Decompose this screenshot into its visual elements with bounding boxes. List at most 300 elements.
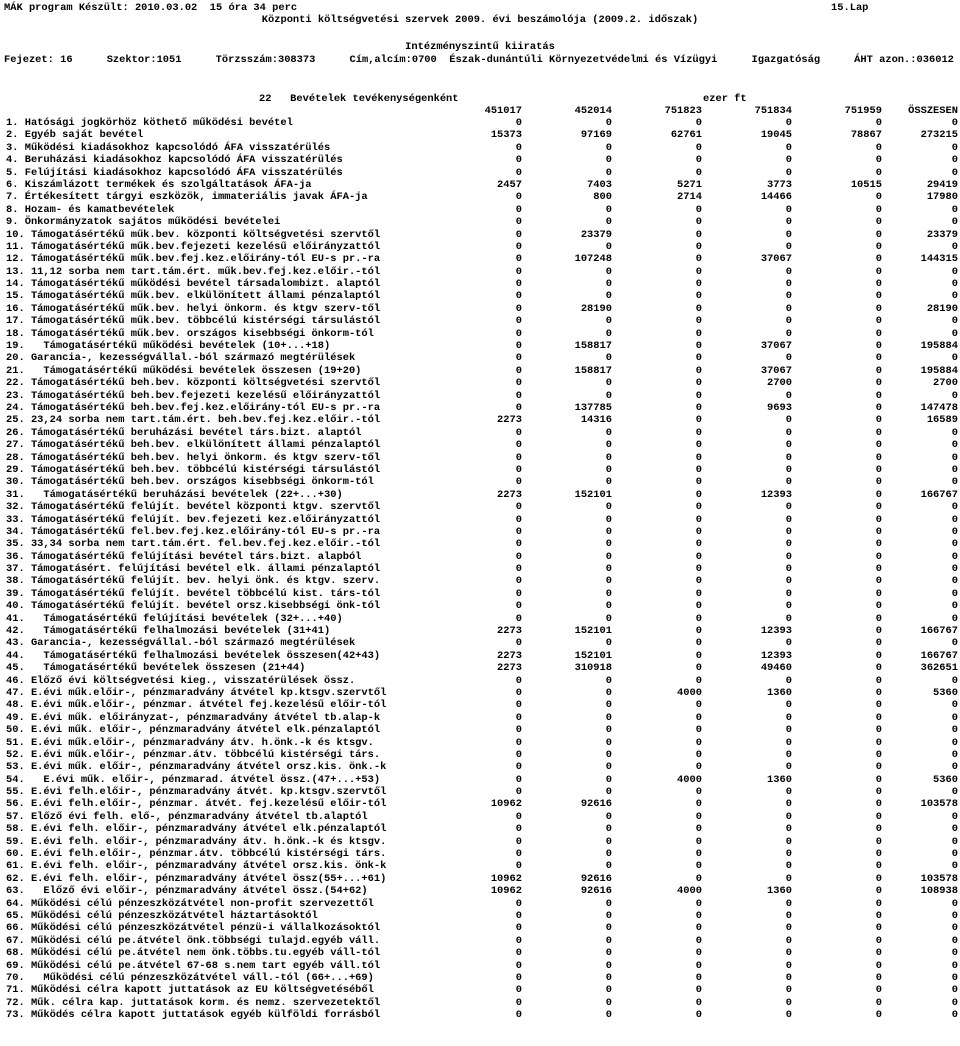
row-value: 0 <box>515 922 522 935</box>
row-value: 0 <box>875 910 882 922</box>
row-value: 0 <box>605 203 612 216</box>
table-row <box>0 972 960 984</box>
row-value: 0 <box>515 587 522 600</box>
row-value: 0 <box>515 996 522 1009</box>
row-value: 0 <box>695 154 702 167</box>
row-total-value: 0 <box>951 439 958 452</box>
row-total-value: 0 <box>951 934 958 947</box>
row-value: 0 <box>785 612 792 625</box>
row-value: 0 <box>515 290 522 303</box>
table-row <box>0 551 960 563</box>
row-label: 66. Működési célú pénzeszközátvétel pénzü-i vállalkozásoktól <box>6 922 381 935</box>
table-row <box>0 439 960 451</box>
row-value: 0 <box>695 513 702 526</box>
row-value: 0 <box>695 748 702 761</box>
torzsszam-label: Törzsszám:308373 <box>215 54 316 66</box>
row-value: 92616 <box>580 885 612 898</box>
report-subtitle: Központi költségvetési szervek 2009. évi beszámolója (2009.2. időszak) <box>261 14 699 26</box>
row-value: 152101 <box>574 649 612 662</box>
table-row <box>0 563 960 575</box>
table-row <box>0 191 960 203</box>
row-label: 40. Támogatásértékű felújít. bevétel orsz.kisebbségi önk-tól <box>6 600 381 613</box>
row-total-value: 0 <box>951 587 958 600</box>
row-total-value: 0 <box>951 699 958 712</box>
row-label: 48. E.évi műk.előir-, pénzmar. átvétel fej.kezelésű előir-tól <box>6 699 387 712</box>
table-row <box>0 600 960 612</box>
row-total-value: 0 <box>951 823 958 836</box>
table-row <box>0 514 960 526</box>
row-label: 43. Garancia-, kezességvállal.-ból származó megtérülések <box>6 637 356 650</box>
row-value: 0 <box>605 786 612 799</box>
row-value: 0 <box>605 823 612 836</box>
row-value: 0 <box>695 240 702 253</box>
row-value: 0 <box>695 637 702 650</box>
row-value: 0 <box>875 315 882 328</box>
row-value: 0 <box>605 835 612 848</box>
table-row <box>0 402 960 414</box>
row-value: 0 <box>515 897 522 910</box>
row-value: 0 <box>875 823 882 836</box>
table-row <box>0 229 960 241</box>
row-value: 0 <box>605 699 612 712</box>
row-value: 0 <box>515 476 522 489</box>
row-value: 0 <box>695 501 702 514</box>
row-value: 0 <box>515 525 522 538</box>
column-header: 452014 <box>574 105 612 117</box>
row-total-value: 16589 <box>926 414 958 427</box>
row-value: 0 <box>695 1009 702 1022</box>
row-value: 4000 <box>677 773 702 786</box>
row-label: 57. Előző évi felh. elő-, pénzmaradvány átvétel tb.alaptól <box>6 810 368 823</box>
row-value: 0 <box>875 513 882 526</box>
row-value: 0 <box>695 439 702 452</box>
row-value: 0 <box>515 501 522 514</box>
row-value: 0 <box>875 872 882 885</box>
table-row <box>0 216 960 228</box>
row-value: 0 <box>695 340 702 353</box>
row-value: 0 <box>515 141 522 154</box>
row-label: 72. Műk. célra kap. juttatások korm. és nemz. szervezetektől <box>6 996 381 1009</box>
row-value: 0 <box>695 612 702 625</box>
row-value: 0 <box>785 240 792 253</box>
row-value: 0 <box>875 563 882 576</box>
row-value: 0 <box>875 934 882 947</box>
row-value: 0 <box>875 587 882 600</box>
table-row <box>0 352 960 364</box>
row-value: 0 <box>695 327 702 340</box>
row-value: 0 <box>695 563 702 576</box>
row-value: 0 <box>515 117 522 129</box>
row-value: 0 <box>695 451 702 464</box>
row-total-value: 144315 <box>920 253 958 266</box>
row-total-value: 0 <box>951 984 958 997</box>
row-label: 8. Hozam- és kamatbevételek <box>6 203 175 216</box>
row-value: 0 <box>605 117 612 129</box>
page-number: 15.Lap <box>831 2 869 14</box>
row-value: 0 <box>785 724 792 737</box>
row-value: 0 <box>695 290 702 303</box>
table-row <box>0 898 960 910</box>
row-label: 24. Támogatásértékű beh.bev.fej.kez.előirány-tól EU-s pr.-ra <box>6 401 381 414</box>
table-row <box>0 885 960 897</box>
row-value: 62761 <box>670 129 702 142</box>
row-value: 0 <box>515 191 522 204</box>
row-label: 58. E.évi felh. előir-, pénzmaradvány átvétel elk.pénzalaptól <box>6 823 387 836</box>
row-value: 0 <box>785 451 792 464</box>
row-value: 0 <box>875 191 882 204</box>
row-value: 37067 <box>760 253 792 266</box>
row-label: 16. Támogatásértékű műk.bev. helyi önkorm. és ktgv szerv-től <box>6 302 381 315</box>
row-value: 0 <box>605 476 612 489</box>
row-total-value: 273215 <box>920 129 958 142</box>
row-value: 0 <box>695 587 702 600</box>
row-total-value: 0 <box>951 154 958 167</box>
row-value: 0 <box>695 538 702 551</box>
row-label: 17. Támogatásértékű műk.bev. többcélú kistérségi társulástól <box>6 315 381 328</box>
row-value: 0 <box>695 414 702 427</box>
row-label: 49. E.évi műk. előirányzat-, pénzmaradvány átvétel tb.alap-k <box>6 711 381 724</box>
row-value: 0 <box>515 575 522 588</box>
row-value: 0 <box>695 141 702 154</box>
row-value: 0 <box>695 203 702 216</box>
row-total-value: 166767 <box>920 625 958 638</box>
row-value: 0 <box>605 711 612 724</box>
row-value: 0 <box>605 166 612 179</box>
row-total-value: 23379 <box>926 228 958 241</box>
row-label: 5. Felújítási kiadásokhoz kapcsolódó ÁFA visszatérülés <box>6 166 343 179</box>
row-label: 68. Működési célú pe.átvétel nem önk.többs.tu.egyéb váll-tól <box>6 947 381 960</box>
row-total-value: 0 <box>951 327 958 340</box>
row-value: 0 <box>875 426 882 439</box>
table-row <box>0 774 960 786</box>
row-value: 0 <box>695 117 702 129</box>
row-value: 5271 <box>677 178 702 191</box>
row-total-value: 0 <box>951 265 958 278</box>
row-value: 0 <box>605 525 612 538</box>
table-row <box>0 625 960 637</box>
row-value: 2700 <box>767 377 792 390</box>
row-value: 0 <box>695 674 702 687</box>
row-value: 0 <box>605 773 612 786</box>
row-value: 10962 <box>490 872 522 885</box>
row-label: 14. Támogatásértékű működési bevétel társadalombizt. alaptól <box>6 278 381 291</box>
row-value: 0 <box>515 686 522 699</box>
row-value: 0 <box>515 724 522 737</box>
row-value: 0 <box>695 724 702 737</box>
row-value: 0 <box>515 736 522 749</box>
row-value: 0 <box>605 934 612 947</box>
row-value: 0 <box>785 302 792 315</box>
row-value: 0 <box>515 699 522 712</box>
row-value: 0 <box>785 637 792 650</box>
table-row <box>0 588 960 600</box>
row-value: 0 <box>605 810 612 823</box>
row-value: 0 <box>605 352 612 365</box>
row-total-value: 0 <box>951 426 958 439</box>
row-value: 0 <box>875 340 882 353</box>
row-value: 0 <box>605 748 612 761</box>
row-value: 0 <box>875 996 882 1009</box>
row-value: 0 <box>695 872 702 885</box>
row-value: 0 <box>605 563 612 576</box>
row-value: 0 <box>875 922 882 935</box>
table-row <box>0 613 960 625</box>
row-total-value: 0 <box>951 947 958 960</box>
row-value: 0 <box>605 513 612 526</box>
row-value: 0 <box>515 786 522 799</box>
row-total-value: 0 <box>951 748 958 761</box>
row-value: 0 <box>875 327 882 340</box>
row-value: 0 <box>515 389 522 402</box>
row-value: 0 <box>875 401 882 414</box>
fejezet-label: Fejezet: 16 <box>4 54 73 66</box>
row-value: 0 <box>695 401 702 414</box>
row-label: 50. E.évi műk. előir-, pénzmaradvány átvétel elk.pénzalaptól <box>6 724 381 737</box>
row-value: 0 <box>875 612 882 625</box>
row-value: 0 <box>515 810 522 823</box>
row-label: 33. Támogatásértékű felújít. bev.fejezeti kez.előirányzattól <box>6 513 381 526</box>
row-value: 0 <box>695 810 702 823</box>
row-total-value: 17980 <box>926 191 958 204</box>
row-label: 35. 33,34 sorba nem tart.tám.ért. fel.bev.fej.kez.előir.-tól <box>6 538 381 551</box>
row-label: 21. Támogatásértékű működési bevételek összesen (19+20) <box>6 364 362 377</box>
row-value: 0 <box>875 451 882 464</box>
table-row <box>0 303 960 315</box>
row-value: 0 <box>875 364 882 377</box>
row-label: 59. E.évi felh. előir-, pénzmaradvány átv. h.önk.-k és ktsgv. <box>6 835 387 848</box>
row-value: 0 <box>785 154 792 167</box>
row-value: 0 <box>875 166 882 179</box>
row-value: 0 <box>875 501 882 514</box>
table-row <box>0 142 960 154</box>
row-value: 0 <box>785 563 792 576</box>
row-value: 0 <box>605 463 612 476</box>
row-value: 3773 <box>767 178 792 191</box>
row-total-value: 0 <box>951 724 958 737</box>
row-value: 0 <box>875 835 882 848</box>
row-value: 28190 <box>580 302 612 315</box>
row-value: 0 <box>785 439 792 452</box>
table-row <box>0 960 960 972</box>
row-value: 0 <box>515 947 522 960</box>
row-value: 0 <box>515 674 522 687</box>
row-value: 0 <box>785 947 792 960</box>
row-value: 0 <box>605 389 612 402</box>
row-label: 32. Támogatásértékű felújít. bevétel központi ktgv. szervtől <box>6 501 381 514</box>
row-label: 46. Előző évi költségvetési kieg., visszatérülések össz. <box>6 674 356 687</box>
row-label: 6. Kiszámlázott termékek és szolgáltatások ÁFA-ja <box>6 178 312 191</box>
row-value: 0 <box>605 674 612 687</box>
table-row <box>0 290 960 302</box>
column-header-row <box>0 105 960 117</box>
row-label: 7. Értékesített tárgyi eszközök, immateriális javak ÁFA-ja <box>6 191 368 204</box>
row-value: 0 <box>695 996 702 1009</box>
row-total-value: 0 <box>951 910 958 922</box>
row-total-value: 0 <box>951 476 958 489</box>
row-value: 0 <box>695 649 702 662</box>
table-row <box>0 476 960 488</box>
row-value: 0 <box>695 488 702 501</box>
row-value: 0 <box>875 848 882 861</box>
row-total-value: 0 <box>951 761 958 774</box>
row-label: 44. Támogatásértékű felhalmozási bevételek összesen(42+43) <box>6 649 381 662</box>
row-value: 0 <box>785 897 792 910</box>
row-value: 92616 <box>580 798 612 811</box>
row-value: 0 <box>515 340 522 353</box>
table-row <box>0 1009 960 1021</box>
row-value: 15373 <box>490 129 522 142</box>
row-value: 0 <box>785 501 792 514</box>
row-value: 0 <box>875 649 882 662</box>
row-value: 0 <box>695 377 702 390</box>
cim-label: Cím,alcím:0700 Észak-dunántúli Környezetvédelmi és Vízügyi <box>349 54 718 66</box>
row-value: 0 <box>515 761 522 774</box>
table-row <box>0 811 960 823</box>
row-value: 0 <box>695 228 702 241</box>
row-value: 0 <box>605 327 612 340</box>
row-value: 0 <box>605 278 612 291</box>
row-value: 0 <box>875 798 882 811</box>
row-value: 0 <box>875 736 882 749</box>
row-total-value: 29419 <box>926 178 958 191</box>
row-value: 137785 <box>574 401 612 414</box>
table-row <box>0 167 960 179</box>
row-value: 0 <box>605 600 612 613</box>
row-value: 0 <box>515 253 522 266</box>
row-value: 0 <box>605 984 612 997</box>
row-value: 14466 <box>760 191 792 204</box>
row-value: 0 <box>875 711 882 724</box>
table-row <box>0 179 960 191</box>
row-value: 0 <box>515 934 522 947</box>
row-label: 19. Támogatásértékű működési bevételek (10+...+18) <box>6 340 331 353</box>
table-row <box>0 154 960 166</box>
row-label: 56. E.évi felh.előir-, pénzmar. átvét. fej.kezelésű előir-tól <box>6 798 387 811</box>
row-value: 0 <box>605 315 612 328</box>
institution-info-line <box>4 54 954 66</box>
row-value: 0 <box>875 575 882 588</box>
row-value: 2457 <box>497 178 522 191</box>
column-header: 751834 <box>754 105 792 117</box>
row-value: 0 <box>695 699 702 712</box>
row-value: 0 <box>695 910 702 922</box>
row-value: 0 <box>605 848 612 861</box>
row-value: 0 <box>785 389 792 402</box>
row-total-value: 0 <box>951 848 958 861</box>
row-value: 0 <box>515 463 522 476</box>
row-total-value: 0 <box>951 612 958 625</box>
row-value: 0 <box>785 414 792 427</box>
row-label: 2. Egyéb saját bevétel <box>6 129 144 142</box>
row-value: 0 <box>605 947 612 960</box>
row-value: 107248 <box>574 253 612 266</box>
row-total-value: 0 <box>951 922 958 935</box>
row-label: 20. Garancia-, kezességvállal.-ból származó megtérülések <box>6 352 356 365</box>
row-total-value: 0 <box>951 501 958 514</box>
row-value: 0 <box>605 290 612 303</box>
row-value: 0 <box>605 265 612 278</box>
row-total-value: 0 <box>951 525 958 538</box>
row-value: 0 <box>875 154 882 167</box>
row-value: 0 <box>605 1009 612 1022</box>
row-value: 158817 <box>574 340 612 353</box>
row-value: 2273 <box>497 625 522 638</box>
row-value: 0 <box>605 550 612 563</box>
row-value: 0 <box>515 823 522 836</box>
row-value: 0 <box>785 699 792 712</box>
row-value: 0 <box>515 711 522 724</box>
row-label: 54. E.évi műk. előir-, pénzmarad. átvétel össz.(47+...+53) <box>6 773 381 786</box>
row-value: 0 <box>515 612 522 625</box>
row-value: 0 <box>695 860 702 873</box>
row-total-value: 0 <box>951 860 958 873</box>
row-value: 0 <box>875 786 882 799</box>
row-label: 10. Támogatásértékű műk.bev. központi költségvetési szervtől <box>6 228 381 241</box>
row-value: 0 <box>605 922 612 935</box>
row-value: 0 <box>875 290 882 303</box>
row-value: 0 <box>785 823 792 836</box>
row-value: 0 <box>875 686 882 699</box>
row-value: 0 <box>695 550 702 563</box>
row-value: 0 <box>605 686 612 699</box>
table-row <box>0 637 960 649</box>
row-total-value: 108938 <box>920 885 958 898</box>
row-value: 0 <box>875 352 882 365</box>
unit-label: ezer ft <box>703 93 747 105</box>
row-value: 0 <box>875 302 882 315</box>
row-value: 0 <box>875 860 882 873</box>
row-label: 71. Működési célra kapott juttatások az EU költségvetéséből <box>6 984 374 997</box>
row-value: 0 <box>515 216 522 229</box>
row-value: 0 <box>695 166 702 179</box>
row-total-value: 0 <box>951 786 958 799</box>
row-value: 0 <box>875 117 882 129</box>
row-value: 0 <box>785 761 792 774</box>
row-label: 1. Hatósági jogkörhöz köthető működési bevétel <box>6 117 293 129</box>
row-value: 0 <box>875 761 882 774</box>
row-label: 51. E.évi műk.előir-, pénzmaradvány átv. h.önk.-k és ktsgv. <box>6 736 374 749</box>
row-total-value: 0 <box>951 513 958 526</box>
row-total-value: 0 <box>951 736 958 749</box>
row-value: 0 <box>875 476 882 489</box>
row-label: 39. Támogatásértékű felújít. bevétel többcélú kist. társ-tól <box>6 587 381 600</box>
row-total-value: 0 <box>951 971 958 984</box>
table-row <box>0 836 960 848</box>
row-value: 0 <box>695 971 702 984</box>
row-value: 0 <box>515 550 522 563</box>
row-value: 0 <box>515 637 522 650</box>
row-value: 12393 <box>760 488 792 501</box>
row-value: 0 <box>515 959 522 972</box>
row-label: 31. Támogatásértékű beruházási bevételek (22+...+30) <box>6 488 343 501</box>
row-value: 0 <box>785 748 792 761</box>
row-value: 0 <box>695 476 702 489</box>
table-row <box>0 947 960 959</box>
table-row <box>0 848 960 860</box>
row-value: 0 <box>605 377 612 390</box>
table-row <box>0 377 960 389</box>
row-value: 0 <box>695 798 702 811</box>
row-value: 0 <box>875 550 882 563</box>
row-value: 78867 <box>850 129 882 142</box>
row-value: 0 <box>875 439 882 452</box>
row-value: 0 <box>785 810 792 823</box>
row-value: 0 <box>875 971 882 984</box>
row-value: 0 <box>785 1009 792 1022</box>
row-value: 0 <box>875 525 882 538</box>
row-value: 0 <box>695 463 702 476</box>
row-value: 0 <box>875 488 882 501</box>
